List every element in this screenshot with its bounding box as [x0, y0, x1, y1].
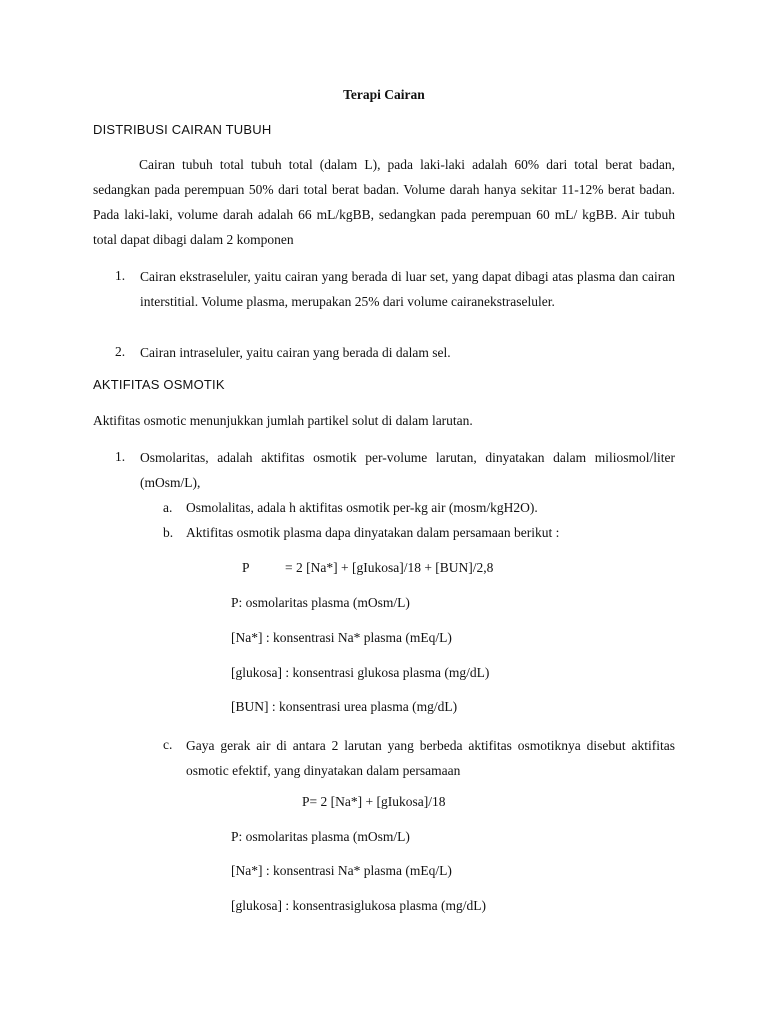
paragraph-text: Cairan tubuh total tubuh total (dalam L), pada laki-laki adalah 60% dari total berat badan, sedangkan pada perempuan 50% dari total berat badan. Volume darah hanya sekitar 11-12% berat badan. Pada laki-laki, volume darah adalah 66 mL/kgBB, sedangkan pada perempuan 60 mL/ kgBB. Air tubuh total dapat dibagi dalam 2 komponen	[93, 157, 675, 247]
definition-line: P: osmolaritas plasma (mOsm/L)	[231, 595, 410, 610]
definition-line: [glukosa] : konsentrasi glukosa plasma (mg/dL)	[231, 665, 490, 680]
definition-line: [BUN] : konsentrasi urea plasma (mg/dL)	[231, 699, 458, 714]
equation-1-right: = 2 [Na*] + [gIukosa]/18 + [BUN]/2,8	[285, 560, 494, 575]
definition-line: [glukosa] : konsentrasiglukosa plasma (mg/dL)	[231, 898, 486, 913]
list-number: 2.	[115, 344, 126, 359]
definition-line: P: osmolaritas plasma (mOsm/L)	[231, 829, 410, 844]
sublist-item: Aktifitas osmotik plasma dapa dinyatakan dalam persamaan berikut :	[186, 525, 560, 540]
sublist-letter: c.	[163, 737, 173, 752]
sublist-letter: a.	[163, 500, 173, 515]
list-number: 1.	[115, 449, 126, 464]
section-heading-distribusi: DISTRIBUSI CAIRAN TUBUH	[93, 122, 272, 137]
paragraph-distribusi	[93, 152, 675, 252]
sublist-letter: b.	[163, 525, 174, 540]
list-item: Cairan intraseluler, yaitu cairan yang berada di dalam sel.	[140, 345, 451, 360]
equation-1-left: P	[242, 560, 250, 575]
definition-line: [Na*] : konsentrasi Na* plasma (mEq/L)	[231, 863, 452, 878]
section-heading-aktifitas: AKTIFITAS OSMOTIK	[93, 377, 225, 392]
list-item: Osmolaritas, adalah aktifitas osmotik per-volume larutan, dinyatakan dalam miliosmol/liter (mOsm/L),	[140, 450, 675, 490]
sublist-item: Gaya gerak air di antara 2 larutan yang berbeda aktifitas osmotiknya disebut aktifitas osmotic efektif, yang dinyatakan dalam persamaan	[186, 738, 675, 778]
equation-2: P= 2 [Na*] + [gIukosa]/18	[302, 794, 446, 809]
sublist-item: Osmolalitas, adala h aktifitas osmotik per-kg air (mosm/kgH2O).	[186, 500, 538, 515]
list-item: Cairan ekstraseluler, yaitu cairan yang berada di luar set, yang dapat dibagi atas plasma dan cairan interstitial. Volume plasma, merupakan 25% dari volume cairanekstraseluler.	[140, 269, 675, 309]
paragraph-aktifitas: Aktifitas osmotic menunjukkan jumlah partikel solut di dalam larutan.	[93, 413, 473, 428]
list-number: 1.	[115, 268, 126, 283]
page-title: Terapi Cairan	[343, 87, 425, 102]
definition-line: [Na*] : konsentrasi Na* plasma (mEq/L)	[231, 630, 452, 645]
